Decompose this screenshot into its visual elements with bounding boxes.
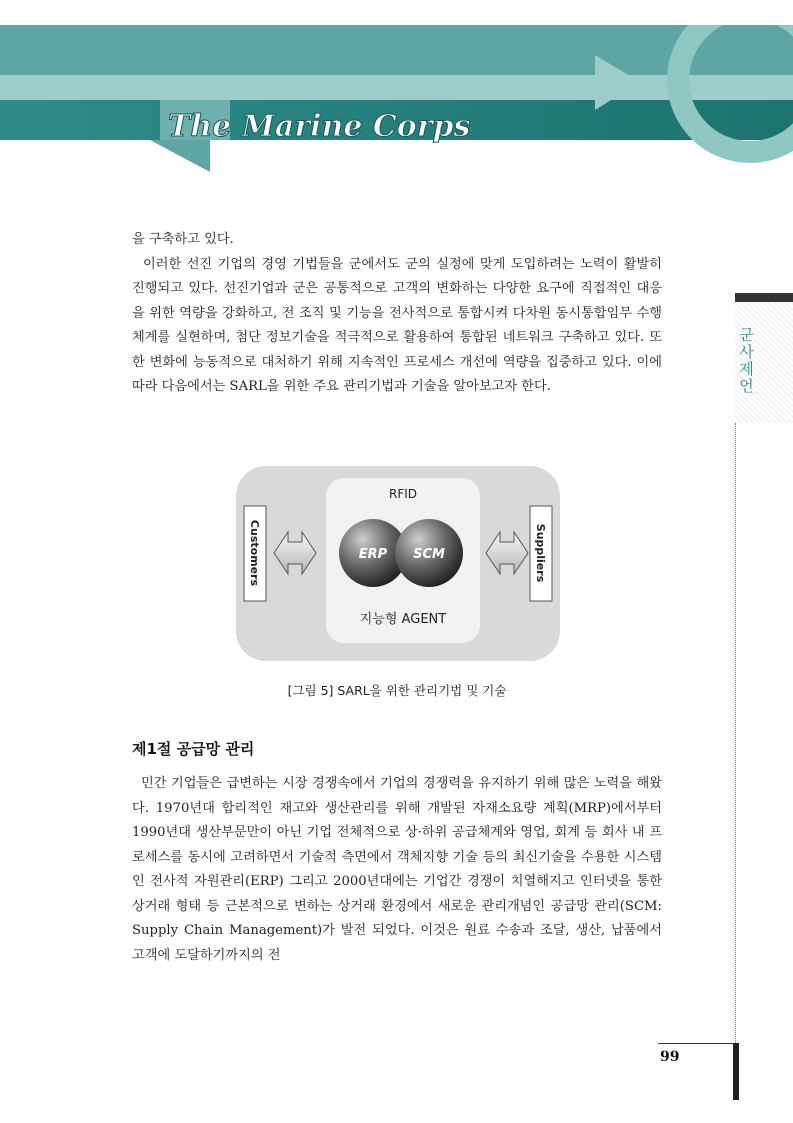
footer-rule [658,1043,734,1044]
erp-label: ERP [358,547,388,562]
side-tab-label: 군사제언 [737,327,755,395]
side-dotted-rule [735,423,736,1043]
body-paragraph-2 [132,772,662,968]
page-number: 99 [660,1049,680,1065]
section-heading: 제1절 공급망 관리 [132,740,255,758]
side-tab-body [735,302,793,423]
paragraph-2-text: 민간 기업들은 급변하는 시장 경쟁속에서 기업의 경쟁력을 유지하기 위해 많은 노력을 해왔다. 1970년대 합리적인 재고와 생산관리를 위해 개발된 자재소요량 계획(MRP)에서부터 1990년대 생산부문만이 아닌 기업 전체적으로 상·하위 공급체계와 영업, 회계 등 회사 내 프로세스를 동시에 고려하면서 기술적 측면에서 객체지향 기술 등의 최신기술을 수용한 시스템인 전사적 자원관리(ERP) 그리고 2000년대에는 기업간 경쟁이 치열해지고 인터넷을 통한 상거래 형태 등 근본적으로 변하는 상거래 환경에서 새로운 관리개념인 공급망 관리(SCM: Supply Chain Management)가 발전 되었다. 이것은 원료 수송과 조달, 생산, 납품에서 고객에 도달하기까지의 전 [132,776,662,963]
sarl-diagram [236,466,560,661]
paragraph-lead-line: 을 구축하고 있다. [132,232,234,247]
customers-label: Customers [248,519,261,587]
body-paragraph-1 [132,228,662,400]
paragraph-text [132,257,662,395]
banner-title: The Marine Corps [168,109,471,144]
footer-bar [733,1043,739,1100]
suppliers-label: Suppliers [534,523,547,583]
side-tab-bar [735,293,793,302]
agent-label: 지능형 AGENT [359,612,447,627]
side-section-tab [735,293,793,423]
header-banner [0,0,793,175]
scm-label: SCM [413,547,445,562]
figure-caption: [그림 5] SARL을 위한 관리기법 및 기술 [287,683,507,698]
rfid-label: RFID [388,487,418,501]
paragraph-1-text: 이러한 선진 기업의 경영 기법들을 군에서도 군의 실정에 맞게 도입하려는 노력이 활발히 진행되고 있다. 선진기업과 군은 공통적으로 고객의 변화하는 다양한 요구에 직접적인 대응을 위한 역량을 강화하고, 전 조직 및 기능을 전사적으로 통합시켜 다차원 동시통합임무 수행체계를 실현하며, 첨단 정보기술을 적극적으로 활용하여 통합된 네트워크 구축하고 있다. 또한 변화에 능동적으로 대처하기 위해 지속적인 프로세스 개선에 역량을 집중하고 있다. 이에 따라 다음에서는 SARL을 위한 주요 관리기법과 기술을 알아보고자 한다. [132,256,662,394]
